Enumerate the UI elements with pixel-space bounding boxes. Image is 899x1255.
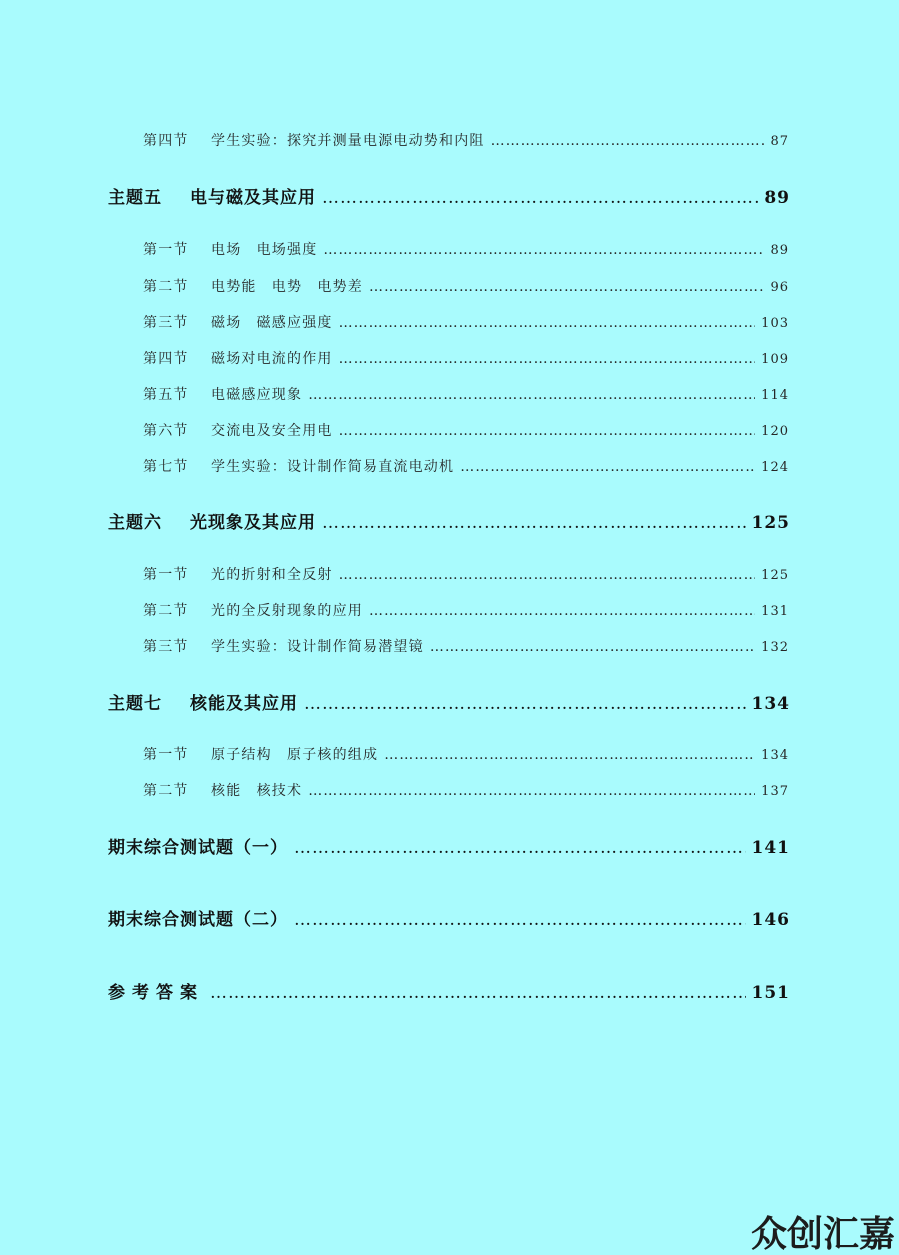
dot-leader xyxy=(308,783,755,799)
page-number: 124 xyxy=(761,460,789,475)
section-title: 学生实验：设计制作简易潜望镜 xyxy=(211,639,424,655)
section-title: 电场 电场强度 xyxy=(211,242,318,258)
page-number: 103 xyxy=(761,316,789,331)
topic-title: 光现象及其应用 xyxy=(190,513,316,533)
page-number: 114 xyxy=(761,388,789,403)
section-title: 原子结构 原子核的组成 xyxy=(211,747,379,763)
dot-leader xyxy=(322,188,758,208)
section-title: 磁场对电流的作用 xyxy=(211,351,333,367)
toc-entry-label: 参考答案 xyxy=(108,983,204,1003)
toc-entry-exam-2[interactable] xyxy=(0,905,790,930)
dot-leader xyxy=(304,694,746,714)
toc-entry-section[interactable] xyxy=(0,456,789,476)
section-number: 第七节 xyxy=(143,459,189,475)
toc-entry-label xyxy=(143,276,369,296)
page-number: 96 xyxy=(770,280,789,295)
toc-entry-section[interactable] xyxy=(0,420,789,440)
page-number: 125 xyxy=(761,568,789,583)
toc-entry-answers[interactable] xyxy=(0,978,790,1003)
page-number: 151 xyxy=(751,983,790,1003)
toc-entry-label xyxy=(143,636,430,656)
dot-leader xyxy=(460,459,755,475)
section-title: 核能 核技术 xyxy=(211,783,303,799)
dot-leader xyxy=(339,567,756,583)
section-title: 学生实验：探究并测量电源电动势和内阻 xyxy=(211,133,485,149)
toc-entry-label xyxy=(143,600,369,620)
toc-entry-section[interactable] xyxy=(0,239,789,259)
page-number: 134 xyxy=(761,748,789,763)
toc-entry-label xyxy=(108,183,322,208)
toc-entry-section[interactable] xyxy=(0,744,789,764)
dot-leader xyxy=(491,133,765,149)
dot-leader xyxy=(384,747,755,763)
topic-number: 主题五 xyxy=(108,188,162,208)
topic-number: 主题七 xyxy=(108,694,162,714)
page-number: 141 xyxy=(751,838,790,858)
page-number: 89 xyxy=(770,243,789,258)
dot-leader xyxy=(430,639,755,655)
dot-leader xyxy=(210,983,746,1003)
section-number: 第三节 xyxy=(143,639,189,655)
dot-leader xyxy=(369,279,764,295)
toc-entry-exam-1[interactable] xyxy=(0,833,790,858)
section-number: 第一节 xyxy=(143,747,189,763)
section-number: 第一节 xyxy=(143,567,189,583)
page-number: 125 xyxy=(751,513,790,533)
toc-entry-label xyxy=(143,780,308,800)
toc-entry-label xyxy=(143,130,491,150)
toc-entry-section[interactable] xyxy=(0,780,789,800)
toc-entry-topic[interactable] xyxy=(0,508,790,533)
section-number: 第一节 xyxy=(143,242,189,258)
dot-leader xyxy=(339,423,756,439)
page-number: 109 xyxy=(761,352,789,367)
section-number: 第二节 xyxy=(143,603,189,619)
page-number: 132 xyxy=(761,640,789,655)
dot-leader xyxy=(294,910,746,930)
toc-entry-label xyxy=(108,689,304,714)
toc-entry-topic[interactable] xyxy=(0,183,790,208)
dot-leader xyxy=(308,387,755,403)
section-title: 光的折射和全反射 xyxy=(211,567,333,583)
page-number: 137 xyxy=(761,784,789,799)
dot-leader xyxy=(294,838,746,858)
dot-leader xyxy=(322,513,746,533)
toc-entry-section[interactable] xyxy=(0,636,789,656)
toc-entry-section[interactable] xyxy=(0,312,789,332)
toc-entry-label xyxy=(143,384,308,404)
section-number: 第二节 xyxy=(143,279,189,295)
section-title: 磁场 磁感应强度 xyxy=(211,315,333,331)
toc-entry-label xyxy=(143,348,339,368)
topic-title: 电与磁及其应用 xyxy=(190,188,316,208)
topic-number: 主题六 xyxy=(108,513,162,533)
section-number: 第四节 xyxy=(143,351,189,367)
section-number: 第六节 xyxy=(143,423,189,439)
toc-entry-section[interactable] xyxy=(0,564,789,584)
toc-entry-label xyxy=(143,420,339,440)
dot-leader xyxy=(339,315,756,331)
watermark-logo: 众创汇嘉 xyxy=(750,1214,895,1255)
page-number: 131 xyxy=(761,604,789,619)
page-number: 89 xyxy=(764,188,790,208)
toc-entry-section[interactable] xyxy=(0,130,789,150)
section-title: 电磁感应现象 xyxy=(211,387,303,403)
dot-leader xyxy=(369,603,755,619)
toc-entry-label xyxy=(143,456,460,476)
section-number: 第四节 xyxy=(143,133,189,149)
toc-entry-section[interactable] xyxy=(0,276,789,296)
toc-entry-label: 期末综合测试题（二） xyxy=(108,910,288,930)
toc-entry-section[interactable] xyxy=(0,384,789,404)
toc-entry-label xyxy=(143,564,339,584)
toc-entry-label xyxy=(143,744,384,764)
toc-entry-label xyxy=(143,312,339,332)
dot-leader xyxy=(323,242,764,258)
topic-title: 核能及其应用 xyxy=(190,694,298,714)
toc-entry-label xyxy=(108,508,322,533)
section-title: 学生实验：设计制作简易直流电动机 xyxy=(211,459,455,475)
page-number: 87 xyxy=(770,134,789,149)
toc-entry-section[interactable] xyxy=(0,348,789,368)
toc-entry-label: 期末综合测试题（一） xyxy=(108,838,288,858)
section-number: 第五节 xyxy=(143,387,189,403)
section-number: 第三节 xyxy=(143,315,189,331)
section-title: 电势能 电势 电势差 xyxy=(211,279,363,295)
section-title: 光的全反射现象的应用 xyxy=(211,603,363,619)
toc-entry-label xyxy=(143,239,323,259)
section-number: 第二节 xyxy=(143,783,189,799)
page-number: 134 xyxy=(751,694,790,714)
page-number: 120 xyxy=(761,424,789,439)
dot-leader xyxy=(339,351,756,367)
page-number: 146 xyxy=(751,910,790,930)
toc-entry-topic[interactable] xyxy=(0,689,790,714)
section-title: 交流电及安全用电 xyxy=(211,423,333,439)
toc-entry-section[interactable] xyxy=(0,600,789,620)
